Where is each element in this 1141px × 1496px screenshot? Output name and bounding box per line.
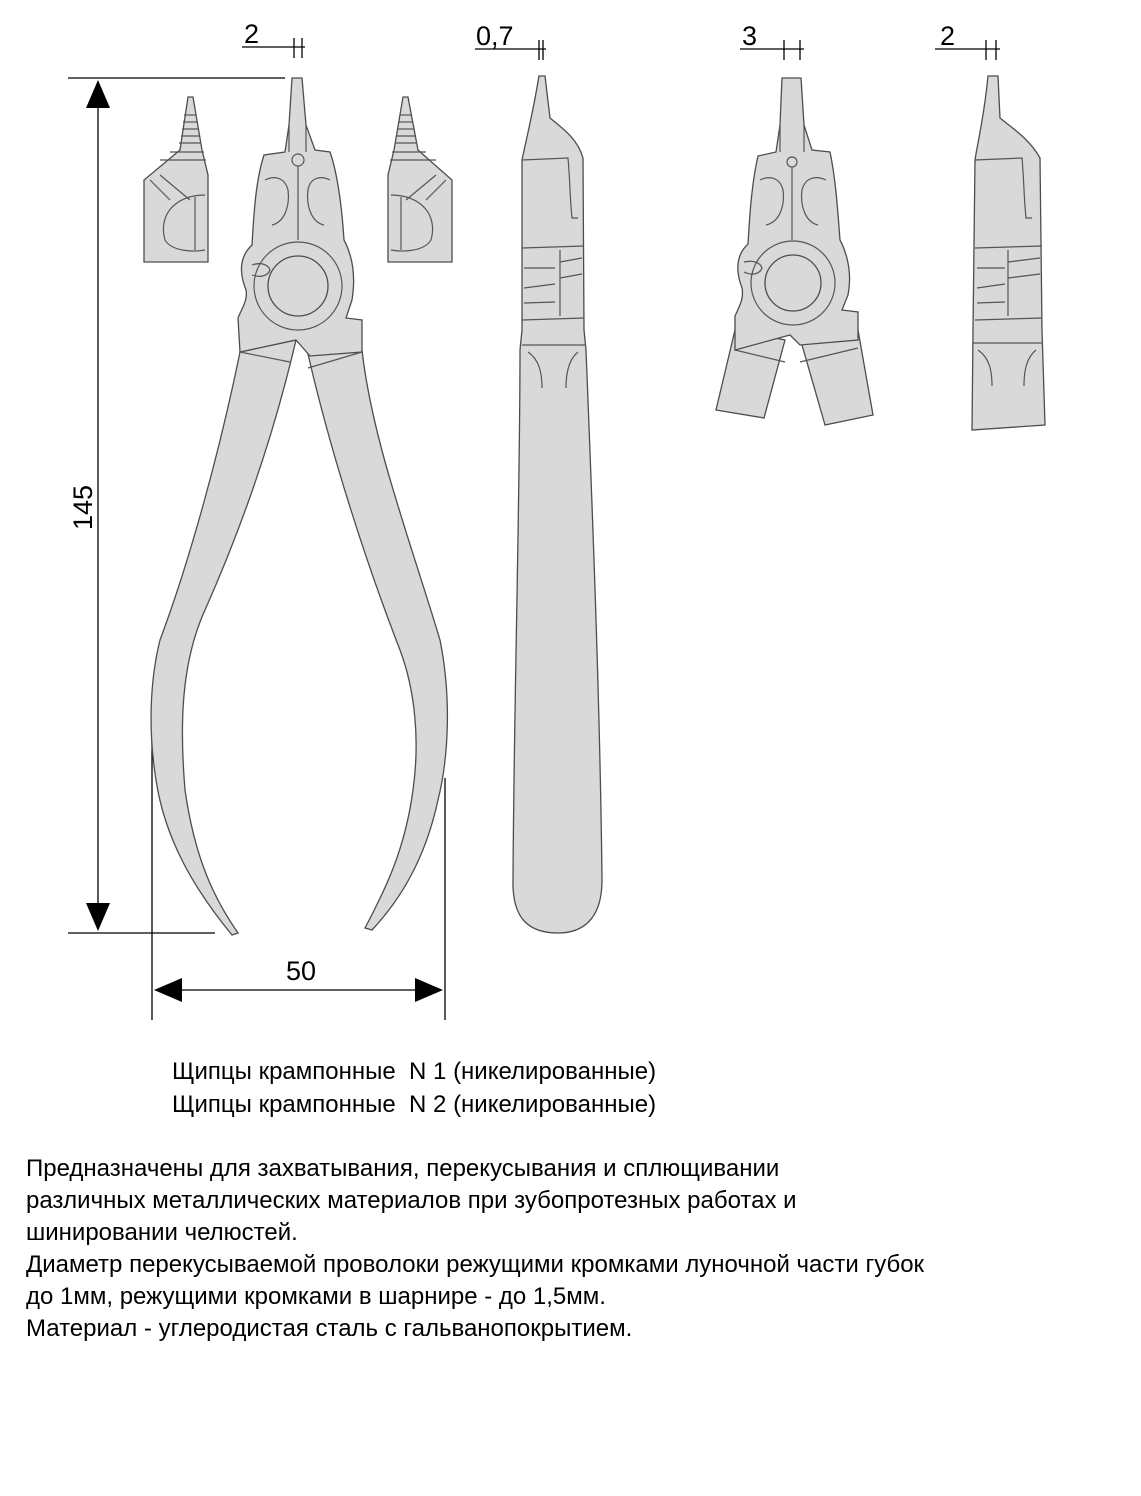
jaw-detail-left [144,97,208,262]
description [26,1153,1136,1345]
dimension-label-handle-spread: 50 [286,956,317,986]
dimension-label-tip-side-1: 0,7 [476,21,514,51]
dimension-tip-side-2 [935,21,1000,60]
description-line: Предназначены для захватывания, перекусывания и сплющивании [26,1155,780,1182]
dimension-label-tip-side-2: 2 [940,21,956,51]
description-line: шинировании челюстей. [26,1219,298,1246]
pliers-n2-side-view [972,76,1045,430]
description-line: Материал - углеродистая сталь с гальванопокрытием. [26,1315,633,1342]
description-line: различных металлических материалов при зубопротезных работах и [26,1187,797,1214]
description-line: до 1мм, режущими кромками в шарнире - до 1,5мм. [26,1283,606,1310]
caption-n2: Щипцы крампонные N 2 (никелированные) [172,1091,657,1118]
description-line: Диаметр перекусываемой проволоки режущими кромками луночной части губок [26,1251,925,1278]
pliers-n2-front-view [716,78,873,425]
dimension-tip-front-1 [242,19,305,58]
dimension-label-tip-front-2: 3 [742,21,758,51]
caption-n1: Щипцы крампонные N 1 (никелированные) [172,1058,657,1085]
dimension-label-total-length: 145 [68,484,98,530]
dimension-tip-side-1 [475,21,546,60]
dimension-label-tip-front-1: 2 [244,19,260,49]
dimension-tip-front-2 [740,21,804,60]
jaw-detail-right [388,97,452,262]
pliers-n1-side-view [513,76,602,933]
